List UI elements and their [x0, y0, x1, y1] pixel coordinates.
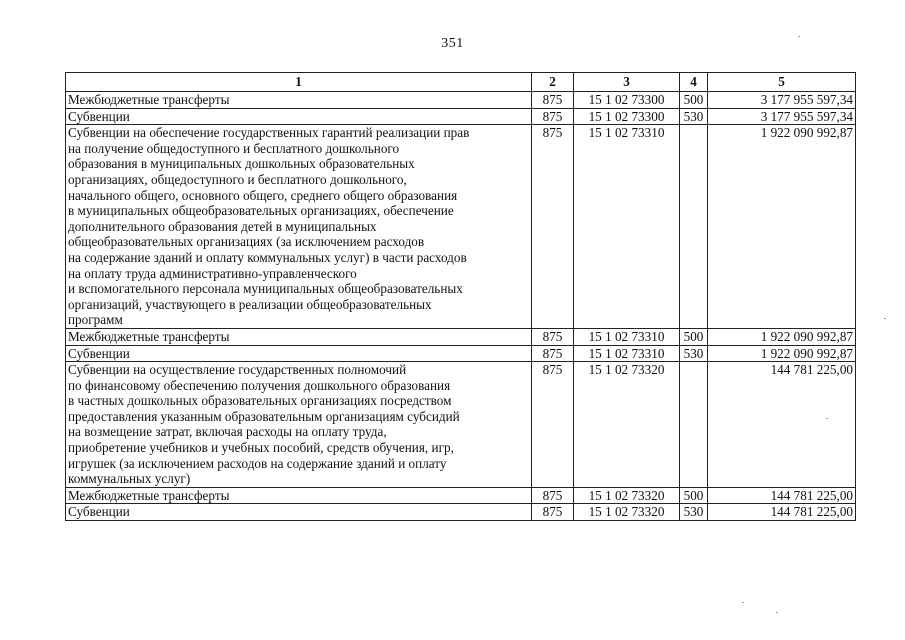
budget-table	[65, 72, 856, 521]
row-admin: 875	[532, 504, 574, 521]
row-code: 15 1 02 73320	[574, 504, 680, 521]
row-amount: 1 922 090 992,87	[708, 345, 856, 362]
row-code: 15 1 02 73310	[574, 328, 680, 345]
row-amount: 144 781 225,00	[708, 487, 856, 504]
row-admin: 875	[532, 125, 574, 329]
row-admin: 875	[532, 345, 574, 362]
row-admin: 875	[532, 92, 574, 109]
table-row	[66, 504, 856, 521]
row-amount: 3 177 955 597,34	[708, 92, 856, 109]
row-code: 15 1 02 73300	[574, 108, 680, 125]
row-amount: 144 781 225,00	[708, 362, 856, 488]
scan-speck	[798, 36, 800, 37]
table-row	[66, 92, 856, 109]
row-name: Межбюджетные трансферты	[66, 328, 532, 345]
row-code: 15 1 02 73310	[574, 345, 680, 362]
header-col-1: 1	[66, 73, 532, 92]
page-number: 351	[441, 36, 464, 51]
row-code: 15 1 02 73320	[574, 487, 680, 504]
row-admin: 875	[532, 362, 574, 488]
row-type: 530	[680, 345, 708, 362]
row-amount: 144 781 225,00	[708, 504, 856, 521]
table-row	[66, 125, 856, 329]
row-amount: 1 922 090 992,87	[708, 125, 856, 329]
row-amount: 3 177 955 597,34	[708, 108, 856, 125]
row-name: Субвенции	[66, 504, 532, 521]
row-code: 15 1 02 73320	[574, 362, 680, 488]
table-row	[66, 487, 856, 504]
header-col-4: 4	[680, 73, 708, 92]
row-amount: 1 922 090 992,87	[708, 328, 856, 345]
row-admin: 875	[532, 108, 574, 125]
scan-speck	[826, 418, 828, 419]
row-name: Субвенции на осуществление государственных полномочий по финансовому обеспечению получения дошкольного образования в частных дошкольных образовательных организациях посредством предоставления указанным образовательным организациям субсидий на возмещение затрат, включая расходы на оплату труда, приобретение учебников и учебных пособий, средств обучения, игр, игрушек (за исключением расходов на содержание зданий и оплату коммунальных услуг)	[66, 362, 532, 488]
row-type	[680, 125, 708, 329]
row-type: 500	[680, 328, 708, 345]
table-header-row	[66, 73, 856, 92]
row-name: Межбюджетные трансферты	[66, 92, 532, 109]
table-row	[66, 345, 856, 362]
row-type: 500	[680, 92, 708, 109]
scan-speck	[776, 612, 778, 613]
table-row	[66, 362, 856, 488]
row-admin: 875	[532, 328, 574, 345]
row-code: 15 1 02 73310	[574, 125, 680, 329]
row-name: Субвенции на обеспечение государственных гарантий реализации прав на получение общедоступного и бесплатного дошкольного образования в муниципальных дошкольных образовательных организациях, общедоступного и бесплатного дошкольного, начального общего, основного общего, среднего общего образования в муниципальных общеобразовательных организациях, обеспечение дополнительного образования детей в муниципальных общеобразовательных организациях (за исключением расходов на содержание зданий и оплату коммунальных услуг) в части расходов на оплату труда административно-управленческого и вспомогательного персонала муниципальных общеобразовательных организаций, участвующего в реализации общеобразовательных программ	[66, 125, 532, 329]
row-type: 530	[680, 504, 708, 521]
header-col-2: 2	[532, 73, 574, 92]
scan-speck	[884, 318, 886, 319]
row-type: 500	[680, 487, 708, 504]
row-type: 530	[680, 108, 708, 125]
header-col-5: 5	[708, 73, 856, 92]
row-admin: 875	[532, 487, 574, 504]
table-row	[66, 328, 856, 345]
row-code: 15 1 02 73300	[574, 92, 680, 109]
row-name: Субвенции	[66, 108, 532, 125]
row-name: Межбюджетные трансферты	[66, 487, 532, 504]
header-col-3: 3	[574, 73, 680, 92]
scan-speck	[742, 602, 744, 603]
table-row	[66, 108, 856, 125]
row-type	[680, 362, 708, 488]
row-name: Субвенции	[66, 345, 532, 362]
